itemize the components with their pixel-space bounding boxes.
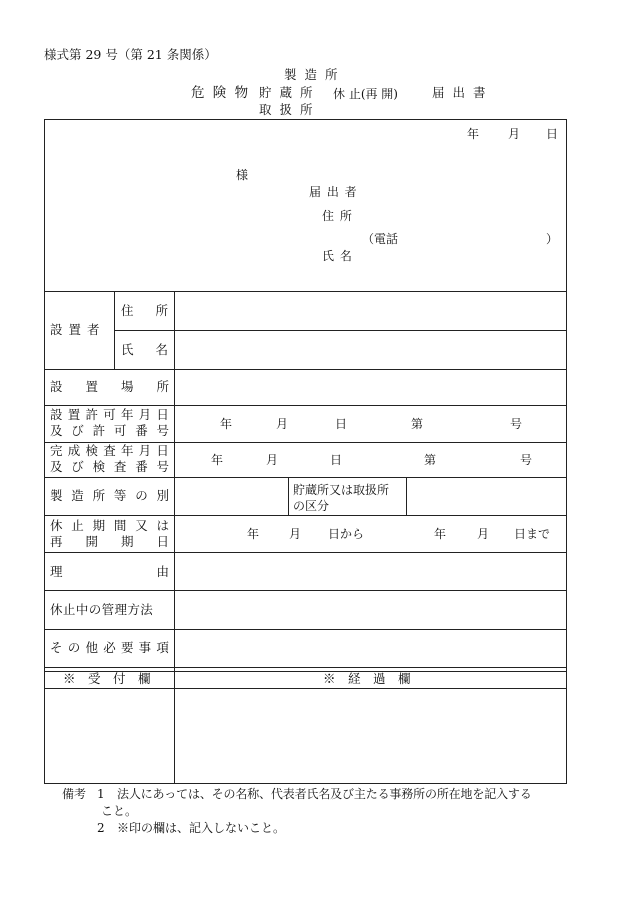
facility-type-label (50, 490, 169, 503)
installer-address-label (121, 305, 168, 318)
location-char2: 置 (85, 379, 98, 394)
permit-day: 日 (335, 417, 348, 431)
insp-l2-c3: 検 (92, 459, 106, 474)
sp-l1-c2: 止 (71, 518, 84, 533)
suspend-from-day: 日から (328, 527, 365, 541)
location-label (50, 381, 169, 394)
permit-l2-c1: 及 (50, 423, 63, 438)
permit-l1-c6: 月 (138, 407, 152, 422)
other-matters-label (50, 642, 169, 655)
permit-number-suffix: 号 (510, 417, 523, 431)
permit-l1-c4: 可 (103, 407, 116, 422)
sp-l2-c3: 期 (120, 534, 134, 549)
other-c1: そ (50, 640, 63, 655)
location-char4: 所 (156, 379, 169, 394)
installer-name-char2: 名 (155, 342, 168, 357)
inspection-label-line1 (50, 445, 169, 458)
notes-label: 備考 (62, 787, 87, 801)
suspend-from-month: 月 (289, 527, 302, 541)
permit-l1-c5: 年 (120, 407, 134, 422)
inspection-label-line2 (50, 461, 169, 474)
insp-l2-c6: 号 (156, 459, 169, 474)
insp-l1-c4: 査 (103, 443, 116, 458)
installer-name-char1: 氏 (121, 342, 134, 357)
insp-l2-c1: 及 (50, 459, 63, 474)
suspend-until-month: 月 (477, 527, 490, 541)
title-manufacturing: 製 造 所 (284, 67, 340, 82)
note1-number: 1 (97, 787, 105, 801)
date-month-label: 月 (508, 127, 521, 141)
title-handling: 取 扱 所 (259, 102, 315, 117)
inspection-month: 月 (266, 453, 279, 467)
permit-month: 月 (276, 417, 289, 431)
ft-c5: の (135, 488, 148, 503)
sp-l1-c3: 期 (92, 518, 106, 533)
sp-l2-c1: 再 (50, 534, 63, 549)
inspection-number-suffix: 号 (520, 453, 533, 467)
insp-l2-c4: 査 (113, 459, 127, 474)
reception-column-header: ※ 受 付 欄 (63, 671, 151, 686)
other-c7: 項 (156, 640, 169, 655)
inspection-number-prefix: 第 (424, 453, 437, 467)
permit-l2-c3: 許 (92, 423, 106, 438)
insp-l1-c3: 検 (85, 443, 98, 458)
suspend-until-day: 日まで (514, 527, 551, 541)
permit-label-line1 (50, 409, 169, 422)
notifier-name-label: 氏 名 (322, 249, 353, 263)
ft-c4: 等 (113, 488, 127, 503)
insp-l2-c5: 番 (135, 459, 148, 474)
suspend-label-line2 (50, 536, 169, 549)
note1-continuation: こと。 (101, 804, 138, 818)
installer-name-label (121, 344, 168, 357)
ft-c1: 製 (50, 488, 63, 503)
insp-l1-c6: 月 (138, 443, 152, 458)
insp-l1-c7: 日 (156, 443, 169, 458)
permit-year: 年 (220, 417, 233, 431)
management-method-label: 休止中の管理方法 (50, 602, 154, 617)
suspend-from-year: 年 (247, 527, 260, 541)
other-c5: 要 (120, 640, 134, 655)
title-storage: 貯 蔵 所 (259, 85, 315, 100)
date-day-label: 日 (546, 127, 559, 141)
permit-l2-c4: 可 (113, 423, 127, 438)
form-number: 様式第 29 号（第 21 条関係） (44, 47, 217, 62)
permit-l1-c3: 許 (85, 407, 98, 422)
storage-category-line2: の区分 (293, 499, 330, 513)
notifier-address-label: 住 所 (322, 209, 353, 223)
other-c6: 事 (138, 640, 152, 655)
sp-l2-c2: 開 (85, 534, 98, 549)
installer-address-char1: 住 (121, 303, 134, 318)
reason-c2: 由 (156, 564, 169, 579)
suspend-until-year: 年 (434, 527, 447, 541)
progress-column-header: ※ 経 過 欄 (323, 671, 411, 686)
ft-c3: 所 (92, 488, 106, 503)
addressee-honorific: 様 (236, 168, 249, 182)
note2-number: 2 (97, 821, 105, 835)
permit-number-prefix: 第 (411, 417, 424, 431)
location-char3: 場 (120, 379, 134, 394)
note2-text: ※印の欄は、記入しないこと。 (117, 821, 286, 835)
date-year-label: 年 (467, 127, 480, 141)
installer-label: 設 置 者 (50, 322, 101, 337)
other-c2: の (67, 640, 81, 655)
permit-l2-c2: び (71, 423, 84, 438)
ft-c6: 別 (156, 488, 169, 503)
storage-category-line1: 貯蔵所又は取扱所 (293, 483, 390, 497)
reason-c1: 理 (50, 564, 63, 579)
insp-l1-c5: 年 (120, 443, 134, 458)
insp-l2-c2: び (71, 459, 84, 474)
permit-l2-c5: 番 (135, 423, 148, 438)
permit-l1-c1: 設 (50, 407, 63, 422)
sp-l1-c1: 休 (50, 518, 63, 533)
sp-l2-c4: 日 (156, 534, 169, 549)
permit-l2-c6: 号 (156, 423, 169, 438)
insp-l1-c1: 完 (50, 443, 63, 458)
sp-l1-c6: は (156, 518, 169, 533)
permit-l1-c7: 日 (156, 407, 169, 422)
title-notification: 届 出 書 (432, 85, 488, 100)
other-c4: 必 (103, 640, 116, 655)
note1-text: 法人にあっては、その名称、代表者氏名及び主たる事務所の所在地を記入する (117, 787, 532, 801)
ft-c2: 造 (71, 488, 84, 503)
installer-address-char2: 所 (155, 303, 168, 318)
suspend-label-line1 (50, 520, 169, 533)
notifier-label: 届 出 者 (309, 185, 358, 199)
sp-l1-c4: 間 (113, 518, 127, 533)
location-char1: 設 (50, 379, 63, 394)
phone-open: （電話 (362, 232, 399, 246)
permit-l1-c2: 置 (67, 407, 81, 422)
insp-l1-c2: 成 (67, 443, 81, 458)
inspection-year: 年 (211, 453, 224, 467)
title-suspend: 休 止(再 開) (333, 87, 398, 101)
permit-label-line2 (50, 425, 169, 438)
inspection-day: 日 (330, 453, 343, 467)
sp-l1-c5: 又 (135, 518, 148, 533)
other-c3: 他 (85, 640, 98, 655)
title-hazardous: 危 険 物 (191, 85, 251, 101)
phone-close: ） (546, 232, 559, 246)
reason-label (50, 566, 169, 579)
